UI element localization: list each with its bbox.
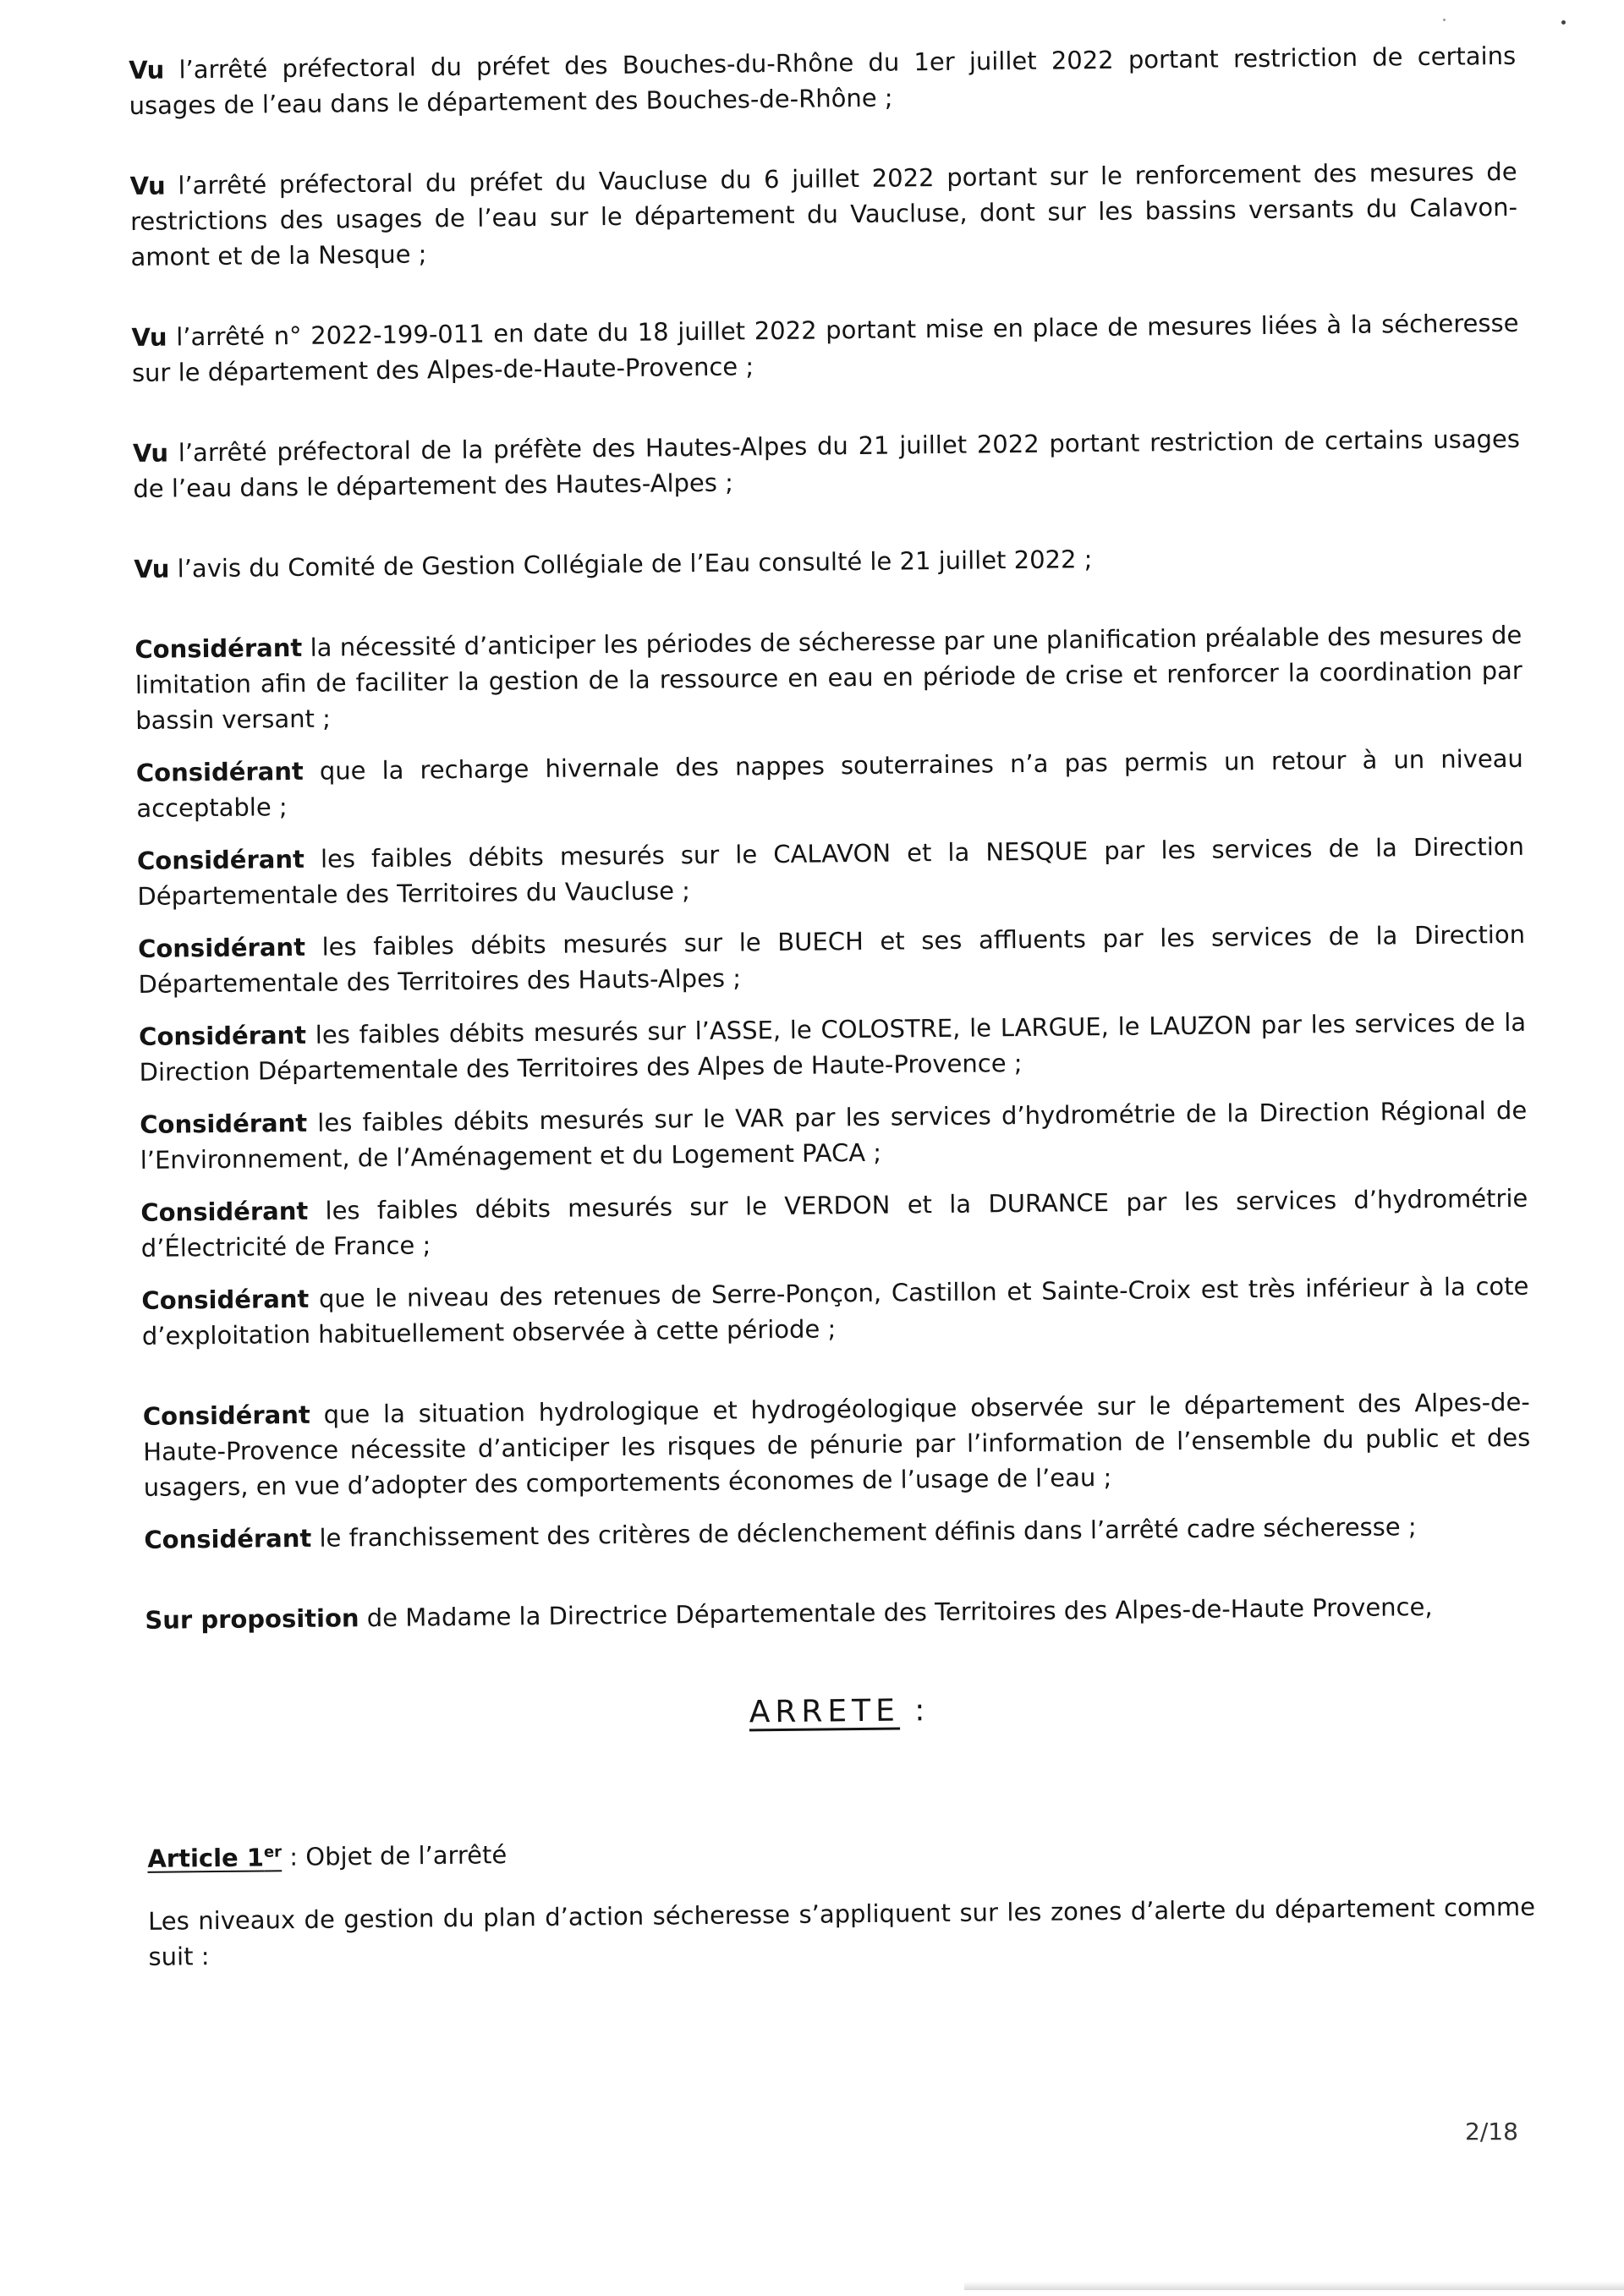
paragraph-sur-proposition [145, 1588, 1532, 1638]
paragraph-considerant-4 [138, 917, 1526, 1002]
paragraph-lead: Considérant [139, 1020, 307, 1051]
paragraph-text: l’arrêté n° 2022-199-011 en date du 18 juillet 2022 portant mise en place de mesures liées à la sécheresse sur le département des Alpes-de-Haute-Provence ; [131, 308, 1519, 387]
paragraph-considerant-5 [139, 1005, 1527, 1090]
article-heading-text: : Objet de l’arrêté [281, 1840, 508, 1871]
paragraph-lead: Considérant [140, 1196, 309, 1227]
paragraph-lead: Vu [129, 55, 165, 85]
paragraph-lead: Considérant [140, 1108, 308, 1139]
decision-title [145, 1687, 1533, 1736]
paragraph-considerant-7 [140, 1181, 1528, 1266]
paragraph-vu-1 [129, 38, 1517, 123]
paragraph-text: l’arrêté préfectoral du préfet des Bouches-du-Rhône du 1er juillet 2022 portant restriction de certains usages de l’eau dans le département des Bouches-de-Rhône ; [129, 41, 1517, 120]
paragraph-lead: Sur proposition [145, 1603, 359, 1635]
paragraph-text: les faibles débits mesurés sur l’ASSE, le COLOSTRE, le LARGUE, le LAUZON par les services de la Direction Départementale des Territoires des Alpes de Haute-Provence ; [139, 1007, 1527, 1087]
paragraph-text: l’arrêté préfectoral de la préfète des Hautes-Alpes du 21 juillet 2022 portant restriction de certains usages de l’eau dans le département des Hautes-Alpes ; [133, 424, 1521, 503]
paragraph-lead: Vu [131, 322, 167, 352]
paragraph-considerant-1 [134, 617, 1522, 738]
paragraph-text: la nécessité d’anticiper les périodes de sécheresse par une planification préalable des mesures de limitation afin de faciliter la gestion de la ressource en eau en période de crise et renforcer la coordination par bassin versant ; [134, 620, 1522, 735]
paragraph-text: les faibles débits mesurés sur le VERDON et la DURANCE par les services d’hydrométrie d’Électricité de France ; [140, 1183, 1528, 1263]
paragraph-text: l’avis du Comité de Gestion Collégiale de l’Eau consulté le 21 juillet 2022 ; [169, 545, 1093, 584]
paragraph-text: de Madame la Directrice Départementale des Territoires des Alpes-de-Haute Provence, [359, 1592, 1433, 1633]
paragraph-lead: Considérant [141, 1284, 310, 1315]
paragraph-text: que la recharge hivernale des nappes souterraines n’a pas permis un retour à un niveau acceptable ; [136, 743, 1524, 823]
scan-speck [1443, 19, 1446, 21]
article-heading [147, 1822, 1534, 1877]
paragraph-lead: Vu [134, 554, 170, 584]
paragraph-text: l’arrêté préfectoral du préfet du Vaucluse du 6 juillet 2022 portant sur le renforcement des mesures de restrictions des usages de l’eau sur le département du Vaucluse, dont sur les bassins versants du Calavon-amont et de la Nesque ; [129, 156, 1518, 271]
paragraph-vu-2 [129, 154, 1517, 275]
scan-speck [1561, 20, 1566, 25]
paragraph-text: les faibles débits mesurés sur le BUECH et ses affluents par les services de la Direction Départementale des Territoires des Hauts-Alpes ; [138, 919, 1526, 999]
paragraph-considerant-2 [136, 741, 1524, 826]
paragraph-lead: Vu [129, 171, 166, 200]
paragraph-considerant-6 [140, 1093, 1528, 1178]
paragraph-text: les faibles débits mesurés sur le VAR par les services d’hydrométrie de la Direction Régional de l’Environnement, de l’Aménagement et du Logement PACA ; [140, 1095, 1528, 1175]
page-number: 2/18 [1465, 2118, 1518, 2145]
paragraph-text: que la situation hydrologique et hydrogéologique observée sur le département des Alpes-de-Haute-Provence nécessite d’anticiper les risques de pénurie par l’information de l’ensemble du public et des usagers, en vue d’adopter des comportements économes de l’usage de l’eau ; [143, 1387, 1531, 1502]
paragraph-lead: Considérant [136, 844, 305, 875]
document-body [129, 38, 1536, 1975]
paragraph-text: les faibles débits mesurés sur le CALAVON et la NESQUE par les services de la Direction Départementale des Territoires du Vaucluse ; [137, 831, 1525, 911]
paragraph-considerant-9 [143, 1384, 1531, 1505]
paragraph-lead: Considérant [135, 756, 304, 787]
paragraph-considerant-10 [144, 1508, 1531, 1558]
paragraph-text: que le niveau des retenues de Serre-Ponçon, Castillon et Sainte-Croix est très inférieur à la cote d’exploitation habituellement observée à cette période ; [141, 1271, 1529, 1351]
paragraph-lead: Vu [132, 438, 169, 468]
article-label-sup: er [263, 1843, 283, 1861]
paragraph-lead: Considérant [144, 1523, 312, 1554]
paragraph-text: le franchissement des critères de déclenchement définis dans l’arrêté cadre sécheresse ; [311, 1512, 1417, 1553]
paragraph-lead: Considérant [142, 1400, 310, 1431]
article-body: Les niveaux de gestion du plan d’action sécheresse s’appliquent sur les zones d’alerte du département comme suit : [147, 1892, 1536, 1971]
paragraph-vu-3 [131, 305, 1519, 391]
decision-title-colon: : [899, 1693, 930, 1729]
article-label: Article 1 [147, 1843, 265, 1873]
paragraph-vu-5 [134, 537, 1521, 587]
paragraph-considerant-3 [137, 829, 1525, 914]
scan-bottom-edge [964, 2282, 1624, 2290]
paragraph-considerant-8 [141, 1269, 1529, 1354]
paragraph-lead: Considérant [134, 633, 303, 664]
paragraph-lead: Considérant [137, 932, 306, 963]
decision-title-word: ARRETE [749, 1693, 901, 1730]
paragraph-vu-4 [133, 421, 1521, 507]
